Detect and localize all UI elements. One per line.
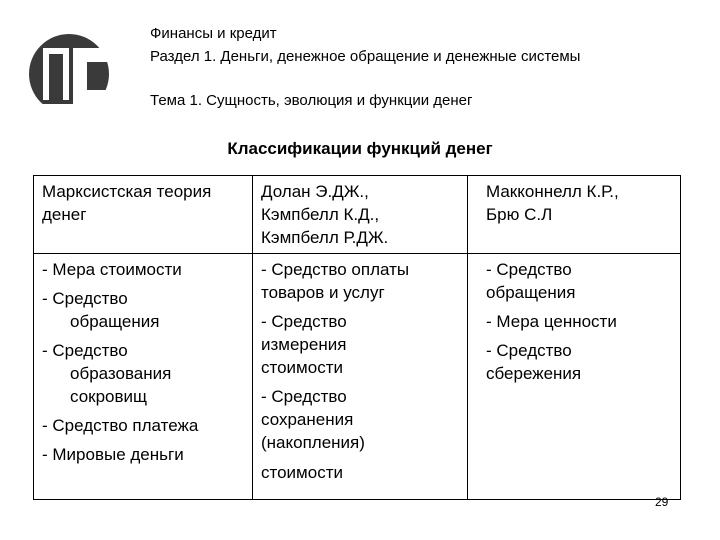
marxist-functions — [34, 254, 253, 500]
list-item — [42, 258, 248, 281]
header-dolan — [253, 176, 468, 254]
item-text: обращения — [486, 283, 576, 302]
list-item — [486, 310, 676, 333]
list-item — [261, 385, 463, 484]
ps-logo-icon — [29, 14, 117, 126]
header-line: Кэмпбелл К.Д., — [261, 205, 380, 224]
item-text: - Мировые деньги — [42, 445, 184, 464]
section-title: Раздел 1. Деньги, денежное обращение и денежные системы — [150, 48, 581, 65]
slide-header — [150, 22, 580, 112]
table-header-row — [34, 176, 681, 254]
header-line: денег — [42, 205, 87, 224]
item-text: обращения — [70, 312, 160, 331]
item-text: стоимости — [261, 358, 343, 377]
course-title: Финансы и кредит — [150, 25, 277, 42]
item-text: сокровищ — [70, 387, 148, 406]
item-text: - Средство — [42, 289, 128, 308]
list-item — [42, 414, 248, 437]
header-line: Макконнелл К.Р., — [486, 182, 619, 201]
item-text: - Мера ценности — [486, 312, 617, 331]
item-text: - Средство платежа — [42, 416, 199, 435]
functions-table — [33, 175, 681, 500]
item-text: - Мера стоимости — [42, 260, 182, 279]
logo — [29, 14, 117, 126]
mcconnell-functions — [468, 254, 681, 500]
item-text: - Средство оплаты — [261, 260, 410, 279]
list-item — [42, 443, 248, 466]
dolan-functions — [253, 254, 468, 500]
header-line: Брю С.Л — [486, 205, 553, 224]
list-item — [486, 339, 676, 385]
header-line: Долан Э.ДЖ., — [261, 182, 369, 201]
item-text: товаров и услуг — [261, 283, 385, 302]
header-marxist — [34, 176, 253, 254]
item-text: сбережения — [486, 364, 582, 383]
item-text: - Средство — [261, 387, 347, 406]
page-number: 29 — [655, 495, 669, 509]
list-item — [261, 258, 463, 304]
list-item — [486, 258, 676, 304]
item-text: - Средство — [261, 312, 347, 331]
topic-title: Тема 1. Сущность, эволюция и функции денег — [150, 92, 473, 109]
item-text: (накопления) — [261, 433, 365, 452]
header-line: Кэмпбелл Р.ДЖ. — [261, 228, 389, 247]
page-title: Классификации функций денег — [227, 139, 493, 158]
item-text: образования — [70, 364, 172, 383]
item-text: - Средство — [486, 341, 572, 360]
list-item — [42, 287, 248, 333]
header-line: Марксистская теория — [42, 182, 212, 201]
item-text: стоимости — [261, 463, 343, 482]
item-text: - Средство — [42, 341, 128, 360]
item-text: сохранения — [261, 410, 354, 429]
item-text: - Средство — [486, 260, 572, 279]
table-body-row — [34, 254, 681, 500]
header-mcconnell — [468, 176, 681, 254]
list-item — [42, 339, 248, 408]
item-text: измерения — [261, 335, 347, 354]
list-item — [261, 310, 463, 379]
